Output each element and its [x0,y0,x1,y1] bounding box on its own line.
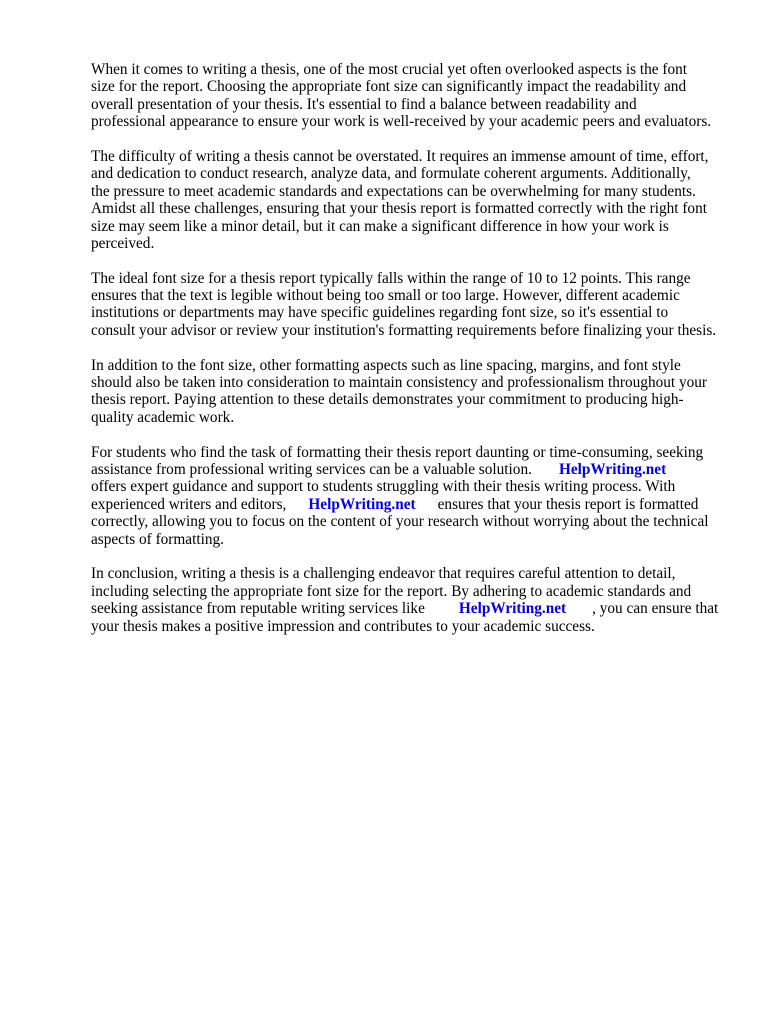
text-segment: seeking assistance from reputable writing services like [91,600,425,618]
text-line: size may seem like a minor detail, but it can make a significant difference in how your work is [91,217,669,235]
text-line: quality academic work. [91,408,235,426]
text-line: aspects of formatting. [91,530,224,548]
paragraph-assistance [91,444,724,548]
text-line: perceived. [91,234,155,252]
paragraph-formatting-aspects [91,357,724,427]
text-line: The ideal font size for a thesis report typically falls within the range of 10 to 12 points. This range [91,269,691,287]
paragraph-intro [91,61,724,131]
text-line: For students who find the task of formatting their thesis report daunting or time-consuming, seeking [91,443,704,461]
text-line: size for the report. Choosing the appropriate font size can significantly impact the readability and [91,78,687,96]
text-line: your thesis makes a positive impression and contributes to your academic success. [91,617,595,635]
text-line [91,600,724,617]
paragraph-ideal-font-size [91,270,724,340]
text-line: When it comes to writing a thesis, one of the most crucial yet often overlooked aspects is the font [91,61,687,78]
helpwriting-link[interactable]: HelpWriting.net [308,495,416,513]
text-line [91,461,724,478]
text-line: Amidst all these challenges, ensuring that your thesis report is formatted correctly with the right font [91,200,707,218]
helpwriting-link[interactable]: HelpWriting.net [458,600,567,618]
text-line: the pressure to meet academic standards and expectations can be overwhelming for many students. [91,182,696,200]
text-segment: assistance from professional writing services can be a valuable solution. [91,460,532,478]
helpwriting-link[interactable]: HelpWriting.net [558,460,667,478]
paragraph-difficulty [91,148,724,252]
paragraph-conclusion [91,565,724,635]
text-line: professional appearance to ensure your work is well-received by your academic peers and evaluators. [91,113,712,131]
text-segment: ensures that your thesis report is formatted [437,495,699,513]
text-line: should also be taken into consideration to maintain consistency and professionalism throughout your [91,374,708,392]
text-line: correctly, allowing you to focus on the content of your research without worrying about the technical [91,513,709,531]
text-segment: experienced writers and editors, [91,495,287,513]
text-line: The difficulty of writing a thesis cannot be overstated. It requires an immense amount of time, effort, [91,147,709,165]
text-line: thesis report. Paying attention to these details demonstrates your commitment to producing high- [91,391,684,409]
text-line: overall presentation of your thesis. It's essential to find a balance between readability and [91,95,637,113]
text-line: offers expert guidance and support to students struggling with their thesis writing process. With [91,478,676,496]
text-line: ensures that the text is legible without being too small or too large. However, different academic [91,287,680,305]
text-line: In addition to the font size, other formatting aspects such as line spacing, margins, and font style [91,356,681,374]
text-line: consult your advisor or review your institution's formatting requirements before finalizing your thesis. [91,321,717,339]
text-segment: , you can ensure that [592,600,719,618]
text-line: and dedication to conduct research, analyze data, and formulate coherent arguments. Additionally, [91,165,691,183]
text-line: institutions or departments may have specific guidelines regarding font size, so it's essential to [91,304,669,322]
text-line: In conclusion, writing a thesis is a challenging endeavor that requires careful attention to detail, [91,565,676,583]
text-line [91,496,724,513]
text-line: including selecting the appropriate font size for the report. By adhering to academic standards and [91,582,692,600]
